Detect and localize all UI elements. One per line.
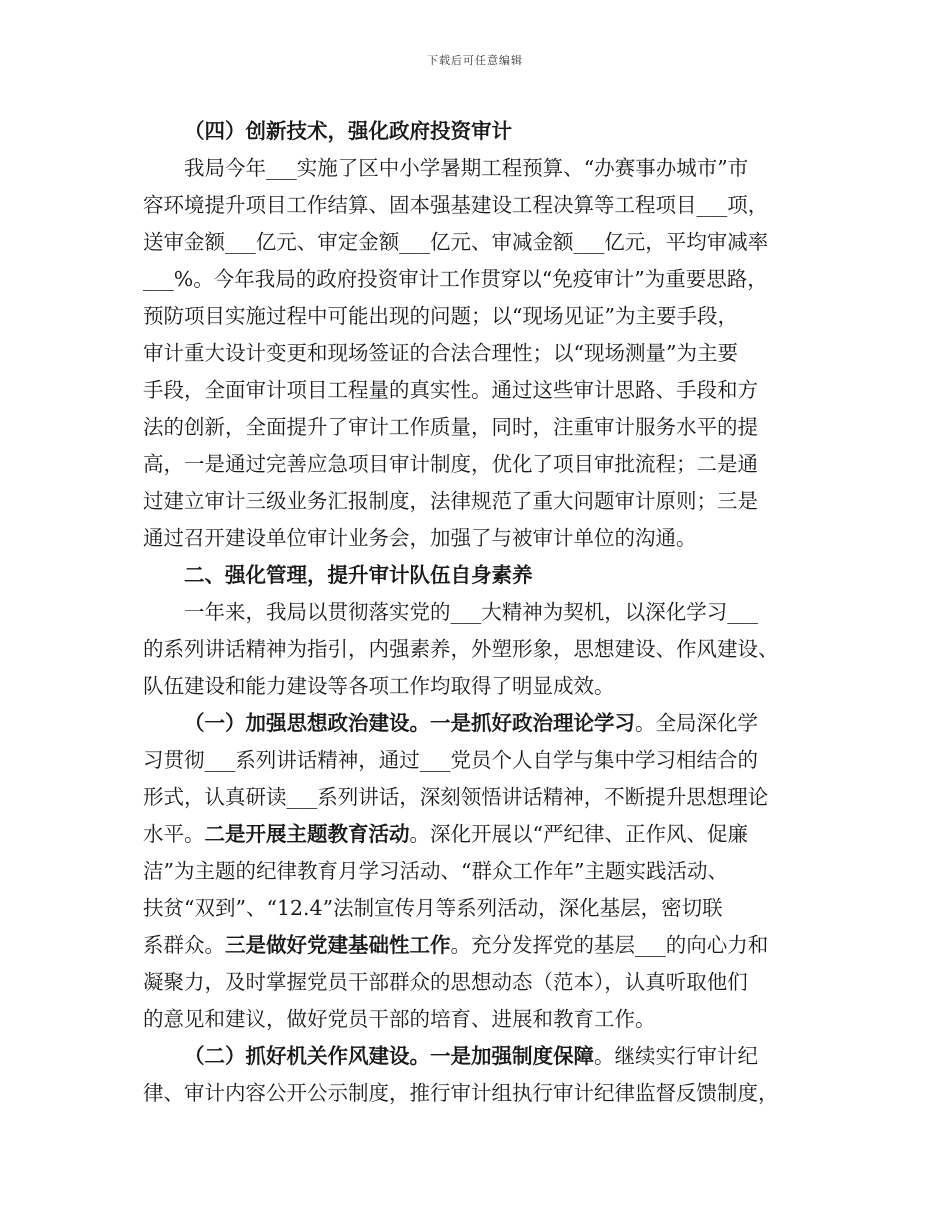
text-line: 高，一是通过完善应急项目审计制度，优化了项目审批流程；二是通 bbox=[143, 452, 758, 476]
page-header: 下载后可任意编辑 bbox=[427, 54, 523, 67]
text-line: 过建立审计三级业务汇报制度，法律规范了重大问题审计原则；三是 bbox=[143, 489, 758, 513]
text-run: 系群众。 bbox=[143, 933, 225, 957]
text-line: 队伍建设和能力建设等各项工作均取得了明显成效。 bbox=[143, 674, 615, 698]
bold-phrase: 三是做好党建基础性工作 bbox=[225, 933, 451, 957]
bold-phrase: （二）抓好机关作风建设。一是加强制度保障 bbox=[184, 1044, 594, 1068]
text-line: 形式，认真研读___系列讲话，深刻领悟讲话精神，不断提升思想理论 bbox=[143, 785, 769, 809]
text-line bbox=[143, 816, 823, 853]
text-line: 的意见和建议，做好党员干部的培育、进展和教育工作。 bbox=[143, 1007, 656, 1031]
text-line: 洁”为主题的纪律教育月学习活动、“群众工作年”主题实践活动、 bbox=[143, 859, 728, 883]
text-run: 。全局深化学 bbox=[635, 711, 758, 735]
text-run: 。深化开展以“严纪律、正作风、促廉 bbox=[409, 822, 748, 846]
text-line bbox=[143, 1038, 823, 1075]
text-line: 预防项目实施过程中可能出现的问题；以“现场见证”为主要手段， bbox=[143, 304, 738, 328]
text-line: ___%。今年我局的政府投资审计工作贯穿以“免疫审计”为重要思路， bbox=[143, 267, 768, 291]
text-line: 送审金额___亿元、审定金额___亿元、审减金额___亿元，平均审减率 bbox=[143, 230, 769, 254]
text-line: 法的创新，全面提升了审计工作质量，同时，注重审计服务水平的提 bbox=[143, 415, 758, 439]
text-line: 律、审计内容公开公示制度，推行审计组执行审计纪律监督反馈制度， bbox=[143, 1081, 779, 1105]
document-body bbox=[143, 113, 823, 1112]
text-line: 凝聚力，及时掌握党员干部群众的思想动态（范本），认真听取他们 bbox=[143, 970, 748, 994]
section-heading: 二、强化管理，提升审计队伍自身素养 bbox=[184, 563, 533, 587]
text-line: 的系列讲话精神为指引，内强素养，外塑形象，思想建设、作风建设、 bbox=[143, 637, 779, 661]
text-line: 审计重大设计变更和现场签证的合法合理性；以“现场测量”为主要 bbox=[143, 341, 738, 365]
text-line: 手段，全面审计项目工程量的真实性。通过这些审计思路、手段和方 bbox=[143, 378, 758, 402]
text-line bbox=[143, 705, 823, 742]
text-line: 习贯彻___系列讲话精神，通过___党员个人自学与集中学习相结合的 bbox=[143, 748, 758, 772]
bold-phrase: （一）加强思想政治建设。一是抓好政治理论学习 bbox=[184, 711, 635, 735]
section-heading: （四）创新技术，强化政府投资审计 bbox=[184, 119, 512, 143]
text-run: 水平。 bbox=[143, 822, 205, 846]
text-line: 通过召开建设单位审计业务会，加强了与被审计单位的沟通。 bbox=[143, 526, 697, 550]
text-line: 一年来，我局以贯彻落实党的___大精神为契机，以深化学习___ bbox=[184, 600, 758, 624]
text-line bbox=[143, 927, 823, 964]
text-run: 。充分发挥党的基层___的向心力和 bbox=[450, 933, 769, 957]
text-line: 扶贫“双到”、“12.4”法制宣传月等系列活动，深化基层，密切联 bbox=[143, 896, 723, 920]
text-line: 我局今年___实施了区中小学暑期工程预算、“办赛事办城市”市 bbox=[184, 156, 749, 180]
text-line: 容环境提升项目工作结算、固本强基建设工程决算等工程项目___项， bbox=[143, 193, 769, 217]
text-run: 。继续实行审计纪 bbox=[594, 1044, 758, 1068]
bold-phrase: 二是开展主题教育活动 bbox=[204, 822, 410, 846]
